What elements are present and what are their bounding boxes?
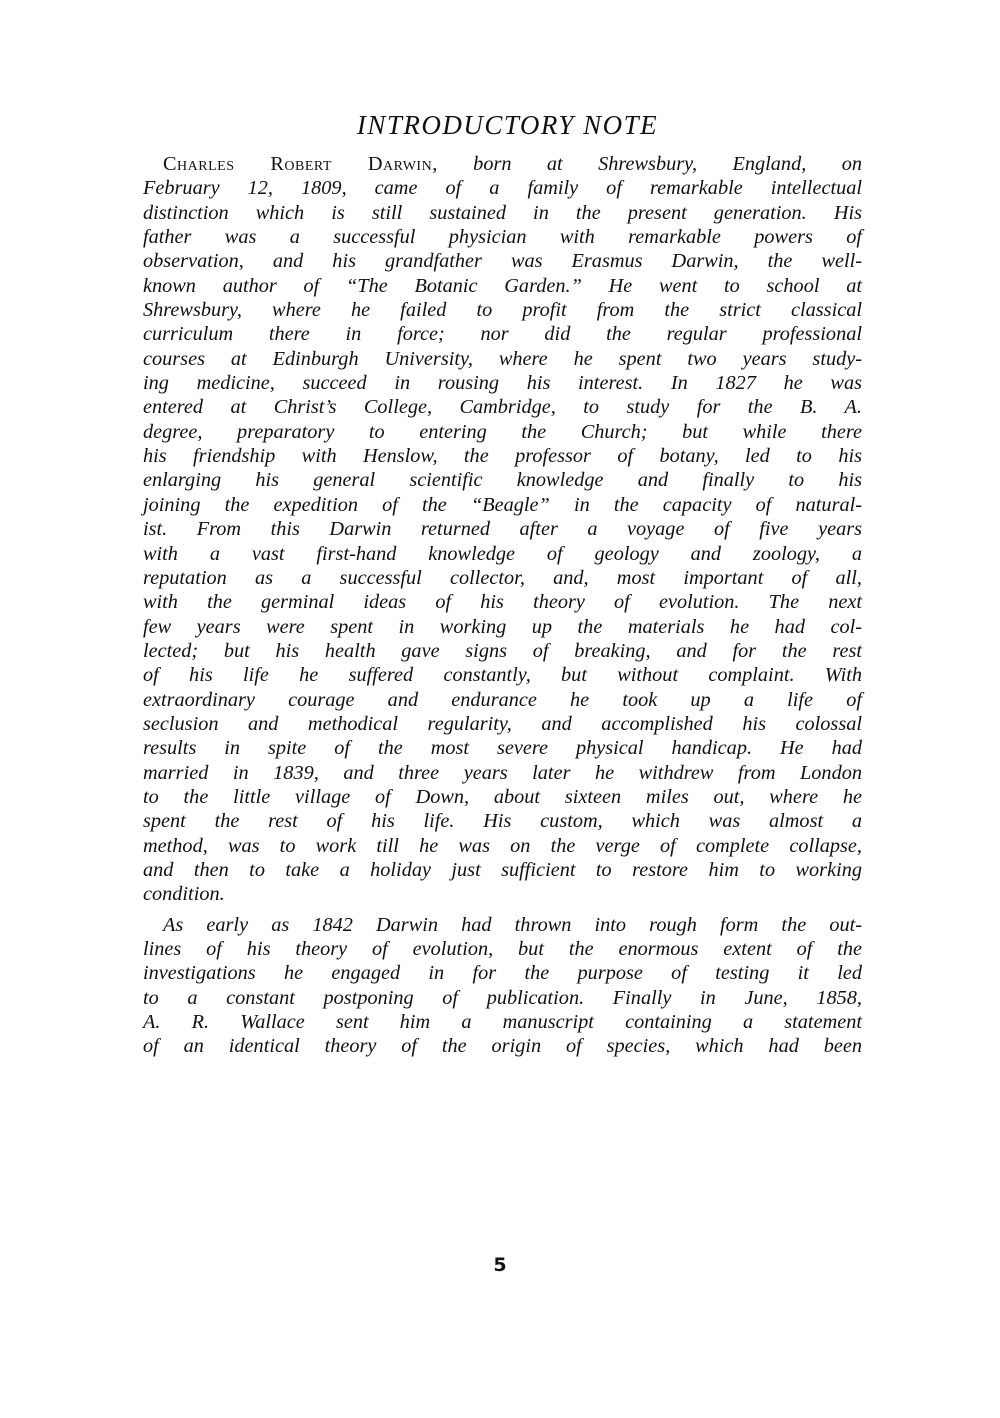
text-line: A. R. Wallace sent him a manuscript containing a statement [143,1011,862,1034]
text-line: to a constant postponing of publication. Finally in June, 1858, [143,986,862,1009]
paragraph-1 [143,152,862,907]
text-line: degree, preparatory to entering the Church; but while there [143,420,862,443]
text-line: method, was to work till he was on the verge of complete collapse, [143,834,862,857]
text-line: extraordinary courage and endurance he took up a life of [143,688,862,711]
text-line: curriculum there in force; nor did the regular professional [143,323,862,346]
text-line: Charles Robert Darwin, born at Shrewsbury, England, on [163,153,862,175]
text-line: lected; but his health gave signs of breaking, and for the rest [143,639,862,662]
text-line: distinction which is still sustained in the present generation. His [143,201,862,224]
text-line: enlarging his general scientific knowledge and finally to his [143,469,862,492]
author-name: Charles Robert Darwin, [163,153,438,175]
text-line: with a vast first-hand knowledge of geology and zoology, a [143,542,862,565]
text-line: and then to take a holiday just sufficient to restore him to working [143,858,862,881]
text-line: investigations he engaged in for the purpose of testing it led [143,962,862,985]
text-line: to the little village of Down, about sixteen miles out, where he [143,785,862,808]
text-line: of an identical theory of the origin of species, which had been [143,1035,862,1058]
text-line: ing medicine, succeed in rousing his interest. In 1827 he was [143,372,862,395]
page-number: 5 [493,1254,507,1276]
text-line: ist. From this Darwin returned after a voyage of five years [143,518,862,541]
text-line: observation, and his grandfather was Erasmus Darwin, the well- [143,250,862,273]
text-line: father was a successful physician with remarkable powers of [143,226,862,249]
text-line: lines of his theory of evolution, but the enormous extent of the [143,938,862,960]
text-line: of his life he suffered constantly, but without complaint. With [143,664,862,687]
paragraph-2 [143,913,862,1059]
text-line: with the germinal ideas of his theory of evolution. The next [143,591,862,614]
text-line: condition. [143,883,225,906]
text-line: entered at Christ’s College, Cambridge, to study for the B. A. [143,396,862,419]
text-line: known author of “The Botanic Garden.” He went to school at [143,274,862,297]
text-line: joining the expedition of the “Beagle” in the capacity of natural- [143,493,862,516]
text-line: few years were spent in working up the materials he had col- [143,615,862,638]
page-title: INTRODUCTORY NOTE [356,110,659,140]
text-line: Shrewsbury, where he failed to profit from the strict classical [143,299,862,322]
text-line: seclusion and methodical regularity, and accomplished his colossal [143,712,862,735]
text-line: February 12, 1809, came of a family of remarkable intellectual [143,177,862,200]
text-line: his friendship with Henslow, the professor of botany, led to his [143,445,862,468]
text-line: spent the rest of his life. His custom, which was almost a [143,810,862,833]
text-line: results in spite of the most severe physical handicap. He had [143,737,862,760]
text-line: As early as 1842 Darwin had thrown into rough form the out- [163,913,862,936]
text-line: reputation as a successful collector, and, most important of all, [143,566,862,589]
text-line: married in 1839, and three years later he withdrew from London [143,761,862,784]
document-page [143,108,862,1059]
text-line: courses at Edinburgh University, where he spent two years study- [143,347,862,370]
